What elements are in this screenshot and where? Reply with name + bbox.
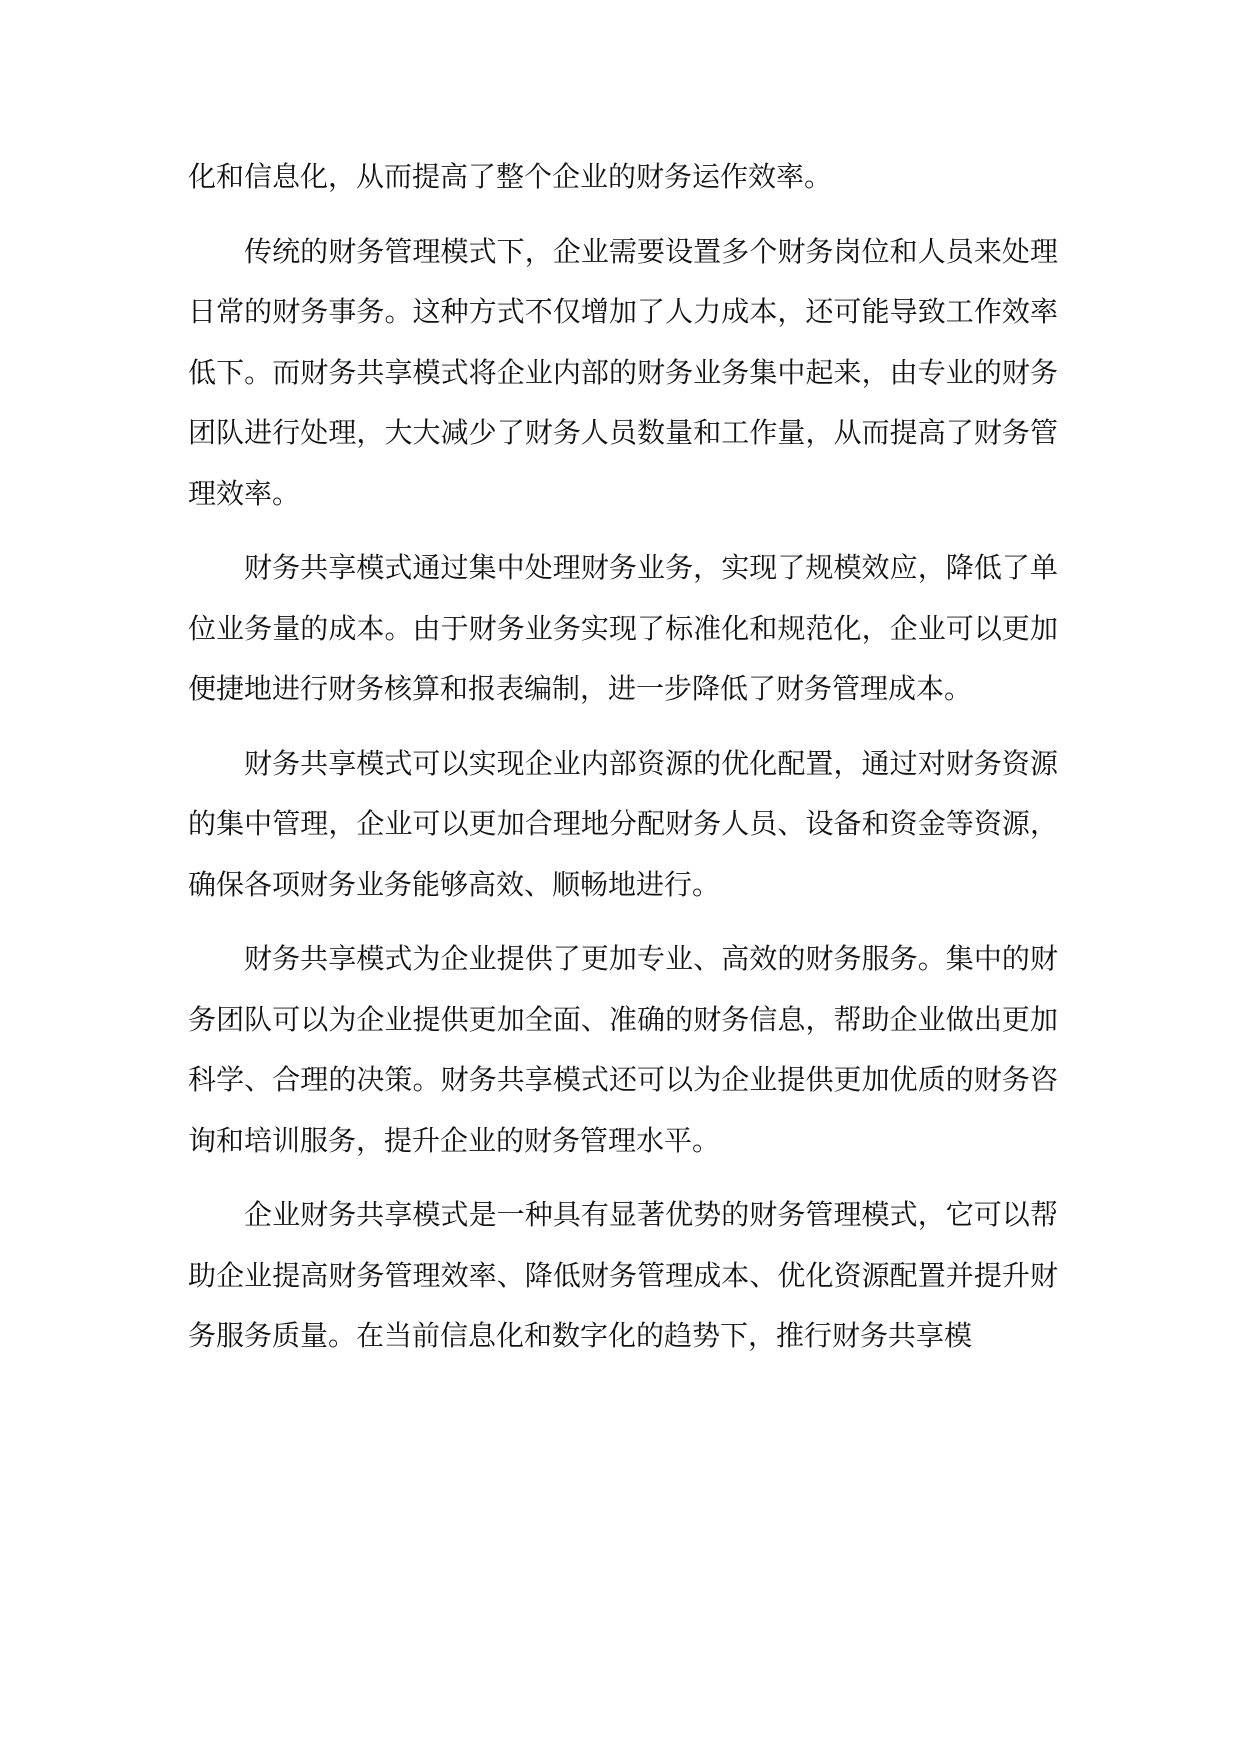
paragraph: 财务共享模式为企业提供了更加专业、高效的财务服务。集中的财务团队可以为企业提供更加全面、准确的财务信息，帮助企业做出更加科学、合理的决策。财务共享模式还可以为企业提供更加优质的财务咨询和培训服务，提升企业的财务管理水平。 [188,942,1058,1157]
paragraph: 财务共享模式可以实现企业内部资源的优化配置，通过对财务资源的集中管理，企业可以更加合理地分配财务人员、设备和资金等资源，确保各项财务业务能够高效、顺畅地进行。 [188,746,1058,901]
document-body [188,147,1058,1381]
paragraph: 化和信息化，从而提高了整个企业的财务运作效率。 [188,160,833,193]
paragraph: 企业财务共享模式是一种具有显著优势的财务管理模式，它可以帮助企业提高财务管理效率、降低财务管理成本、优化资源配置并提升财务服务质量。在当前信息化和数字化的趋势下，推行财务共享模 [188,1198,1058,1352]
paragraph: 财务共享模式通过集中处理财务业务，实现了规模效应，降低了单位业务量的成本。由于财务业务实现了标准化和规范化，企业可以更加便捷地进行财务核算和报表编制，进一步降低了财务管理成本。 [188,551,1058,705]
paragraph: 传统的财务管理模式下，企业需要设置多个财务岗位和人员来处理日常的财务事务。这种方式不仅增加了人力成本，还可能导致工作效率低下。而财务共享模式将企业内部的财务业务集中起来，由专业的财务团队进行处理，大大减少了财务人员数量和工作量，从而提高了财务管理效率。 [188,234,1058,510]
